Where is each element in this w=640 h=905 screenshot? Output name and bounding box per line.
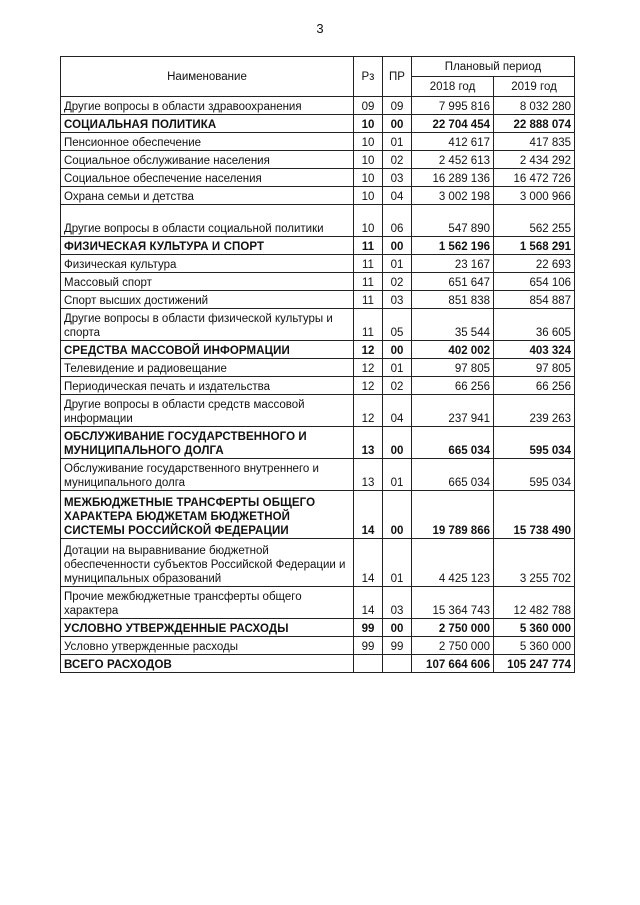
table-row [61,291,575,309]
row-name: Условно утвержденные расходы [61,637,354,655]
section-row [61,115,575,133]
row-amount-2018: 19 789 866 [412,491,494,539]
row-rz-code: 11 [354,237,383,255]
row-pr-code: 04 [383,395,412,427]
row-pr-code [383,655,412,673]
row-rz-code: 10 [354,133,383,151]
row-name: Другие вопросы в области социальной политики [61,205,354,237]
row-amount-2018: 107 664 606 [412,655,494,673]
row-rz-code: 11 [354,309,383,341]
row-pr-code: 03 [383,291,412,309]
table-row [61,359,575,377]
row-amount-2018: 412 617 [412,133,494,151]
row-name: Пенсионное обеспечение [61,133,354,151]
row-amount-2019: 66 256 [494,377,575,395]
row-amount-2019: 417 835 [494,133,575,151]
row-pr-code: 01 [383,255,412,273]
table-row [61,255,575,273]
row-amount-2018: 2 750 000 [412,619,494,637]
row-amount-2019: 403 324 [494,341,575,359]
row-pr-code: 00 [383,341,412,359]
row-amount-2019: 2 434 292 [494,151,575,169]
row-pr-code: 00 [383,427,412,459]
section-row [61,491,575,539]
header-year-2019: 2019 год [494,77,575,97]
table-row [61,205,575,237]
row-rz-code: 99 [354,619,383,637]
row-rz-code: 99 [354,637,383,655]
row-amount-2018: 2 452 613 [412,151,494,169]
row-amount-2018: 66 256 [412,377,494,395]
row-pr-code: 01 [383,459,412,491]
row-rz-code: 12 [354,395,383,427]
row-amount-2018: 97 805 [412,359,494,377]
budget-table [60,56,575,673]
row-rz-code: 12 [354,341,383,359]
row-pr-code: 01 [383,539,412,587]
row-pr-code: 06 [383,205,412,237]
row-amount-2019: 1 568 291 [494,237,575,255]
row-rz-code: 10 [354,205,383,237]
row-amount-2018: 665 034 [412,459,494,491]
row-amount-2019: 97 805 [494,359,575,377]
row-amount-2018: 237 941 [412,395,494,427]
row-pr-code: 99 [383,637,412,655]
row-name: СОЦИАЛЬНАЯ ПОЛИТИКА [61,115,354,133]
row-name: Социальное обеспечение населения [61,169,354,187]
row-amount-2018: 4 425 123 [412,539,494,587]
table-row [61,459,575,491]
row-pr-code: 03 [383,169,412,187]
row-rz-code [354,655,383,673]
table-row [61,273,575,291]
header-rz: Рз [354,57,383,97]
row-rz-code: 14 [354,491,383,539]
row-name: Спорт высших достижений [61,291,354,309]
section-row [61,619,575,637]
row-pr-code: 05 [383,309,412,341]
table-row [61,587,575,619]
row-amount-2019: 854 887 [494,291,575,309]
row-rz-code: 10 [354,151,383,169]
row-amount-2018: 402 002 [412,341,494,359]
row-name: Охрана семьи и детства [61,187,354,205]
row-amount-2019: 15 738 490 [494,491,575,539]
row-rz-code: 12 [354,359,383,377]
row-rz-code: 11 [354,255,383,273]
row-amount-2019: 16 472 726 [494,169,575,187]
row-pr-code: 00 [383,619,412,637]
row-amount-2019: 562 255 [494,205,575,237]
table-row [61,637,575,655]
row-pr-code: 03 [383,587,412,619]
row-rz-code: 11 [354,291,383,309]
row-pr-code: 09 [383,97,412,115]
row-amount-2019: 5 360 000 [494,637,575,655]
row-amount-2018: 3 002 198 [412,187,494,205]
row-amount-2019: 36 605 [494,309,575,341]
row-name: Массовый спорт [61,273,354,291]
row-amount-2018: 651 647 [412,273,494,291]
row-amount-2018: 23 167 [412,255,494,273]
row-name: Дотации на выравнивание бюджетной обеспеченности субъектов Российской Федерации и муниципальных образований [61,539,354,587]
row-pr-code: 00 [383,491,412,539]
row-amount-2018: 851 838 [412,291,494,309]
row-name: Периодическая печать и издательства [61,377,354,395]
header-year-2018: 2018 год [412,77,494,97]
row-rz-code: 12 [354,377,383,395]
header-name: Наименование [61,57,354,97]
row-amount-2019: 12 482 788 [494,587,575,619]
row-amount-2019: 595 034 [494,427,575,459]
section-row [61,237,575,255]
row-amount-2018: 665 034 [412,427,494,459]
row-name: ОБСЛУЖИВАНИЕ ГОСУДАРСТВЕННОГО И МУНИЦИПАЛЬНОГО ДОЛГА [61,427,354,459]
row-name: МЕЖБЮДЖЕТНЫЕ ТРАНСФЕРТЫ ОБЩЕГО ХАРАКТЕРА БЮДЖЕТАМ БЮДЖЕТНОЙ СИСТЕМЫ РОССИЙСКОЙ ФЕДЕРАЦИИ [61,491,354,539]
header-period: Плановый период [412,57,575,77]
row-name: СРЕДСТВА МАССОВОЙ ИНФОРМАЦИИ [61,341,354,359]
table-row [61,309,575,341]
row-name: Обслуживание государственного внутреннего и муниципального долга [61,459,354,491]
section-row [61,655,575,673]
table-row [61,97,575,115]
table-row [61,377,575,395]
row-rz-code: 10 [354,187,383,205]
row-amount-2018: 547 890 [412,205,494,237]
row-amount-2019: 3 255 702 [494,539,575,587]
row-rz-code: 11 [354,273,383,291]
row-amount-2019: 22 693 [494,255,575,273]
row-name: ФИЗИЧЕСКАЯ КУЛЬТУРА И СПОРТ [61,237,354,255]
row-amount-2018: 15 364 743 [412,587,494,619]
row-name: Прочие межбюджетные трансферты общего характера [61,587,354,619]
row-pr-code: 02 [383,151,412,169]
row-rz-code: 14 [354,587,383,619]
row-amount-2018: 1 562 196 [412,237,494,255]
table-row [61,169,575,187]
row-name: Другие вопросы в области физической культуры и спорта [61,309,354,341]
row-name: УСЛОВНО УТВЕРЖДЕННЫЕ РАСХОДЫ [61,619,354,637]
row-amount-2019: 8 032 280 [494,97,575,115]
row-pr-code: 02 [383,377,412,395]
table-header [61,57,575,97]
row-pr-code: 00 [383,237,412,255]
row-pr-code: 04 [383,187,412,205]
row-rz-code: 10 [354,115,383,133]
table-body [61,97,575,673]
row-amount-2019: 3 000 966 [494,187,575,205]
row-amount-2019: 595 034 [494,459,575,491]
row-pr-code: 02 [383,273,412,291]
row-name: Социальное обслуживание населения [61,151,354,169]
section-row [61,427,575,459]
header-pr: ПР [383,57,412,97]
row-name: Другие вопросы в области здравоохранения [61,97,354,115]
table-row [61,395,575,427]
row-amount-2019: 239 263 [494,395,575,427]
row-rz-code: 09 [354,97,383,115]
row-amount-2019: 105 247 774 [494,655,575,673]
row-amount-2018: 16 289 136 [412,169,494,187]
row-name: ВСЕГО РАСХОДОВ [61,655,354,673]
row-amount-2018: 2 750 000 [412,637,494,655]
table-row [61,151,575,169]
row-rz-code: 10 [354,169,383,187]
table-row [61,187,575,205]
row-rz-code: 13 [354,427,383,459]
row-name: Физическая культура [61,255,354,273]
section-row [61,341,575,359]
row-pr-code: 01 [383,359,412,377]
row-amount-2019: 5 360 000 [494,619,575,637]
row-rz-code: 13 [354,459,383,491]
table-row [61,133,575,151]
page-number: 3 [316,21,324,36]
row-amount-2018: 22 704 454 [412,115,494,133]
row-pr-code: 00 [383,115,412,133]
row-name: Другие вопросы в области средств массовой информации [61,395,354,427]
row-amount-2019: 22 888 074 [494,115,575,133]
row-amount-2018: 35 544 [412,309,494,341]
row-amount-2019: 654 106 [494,273,575,291]
table-row [61,539,575,587]
row-pr-code: 01 [383,133,412,151]
row-rz-code: 14 [354,539,383,587]
row-amount-2018: 7 995 816 [412,97,494,115]
row-name: Телевидение и радиовещание [61,359,354,377]
